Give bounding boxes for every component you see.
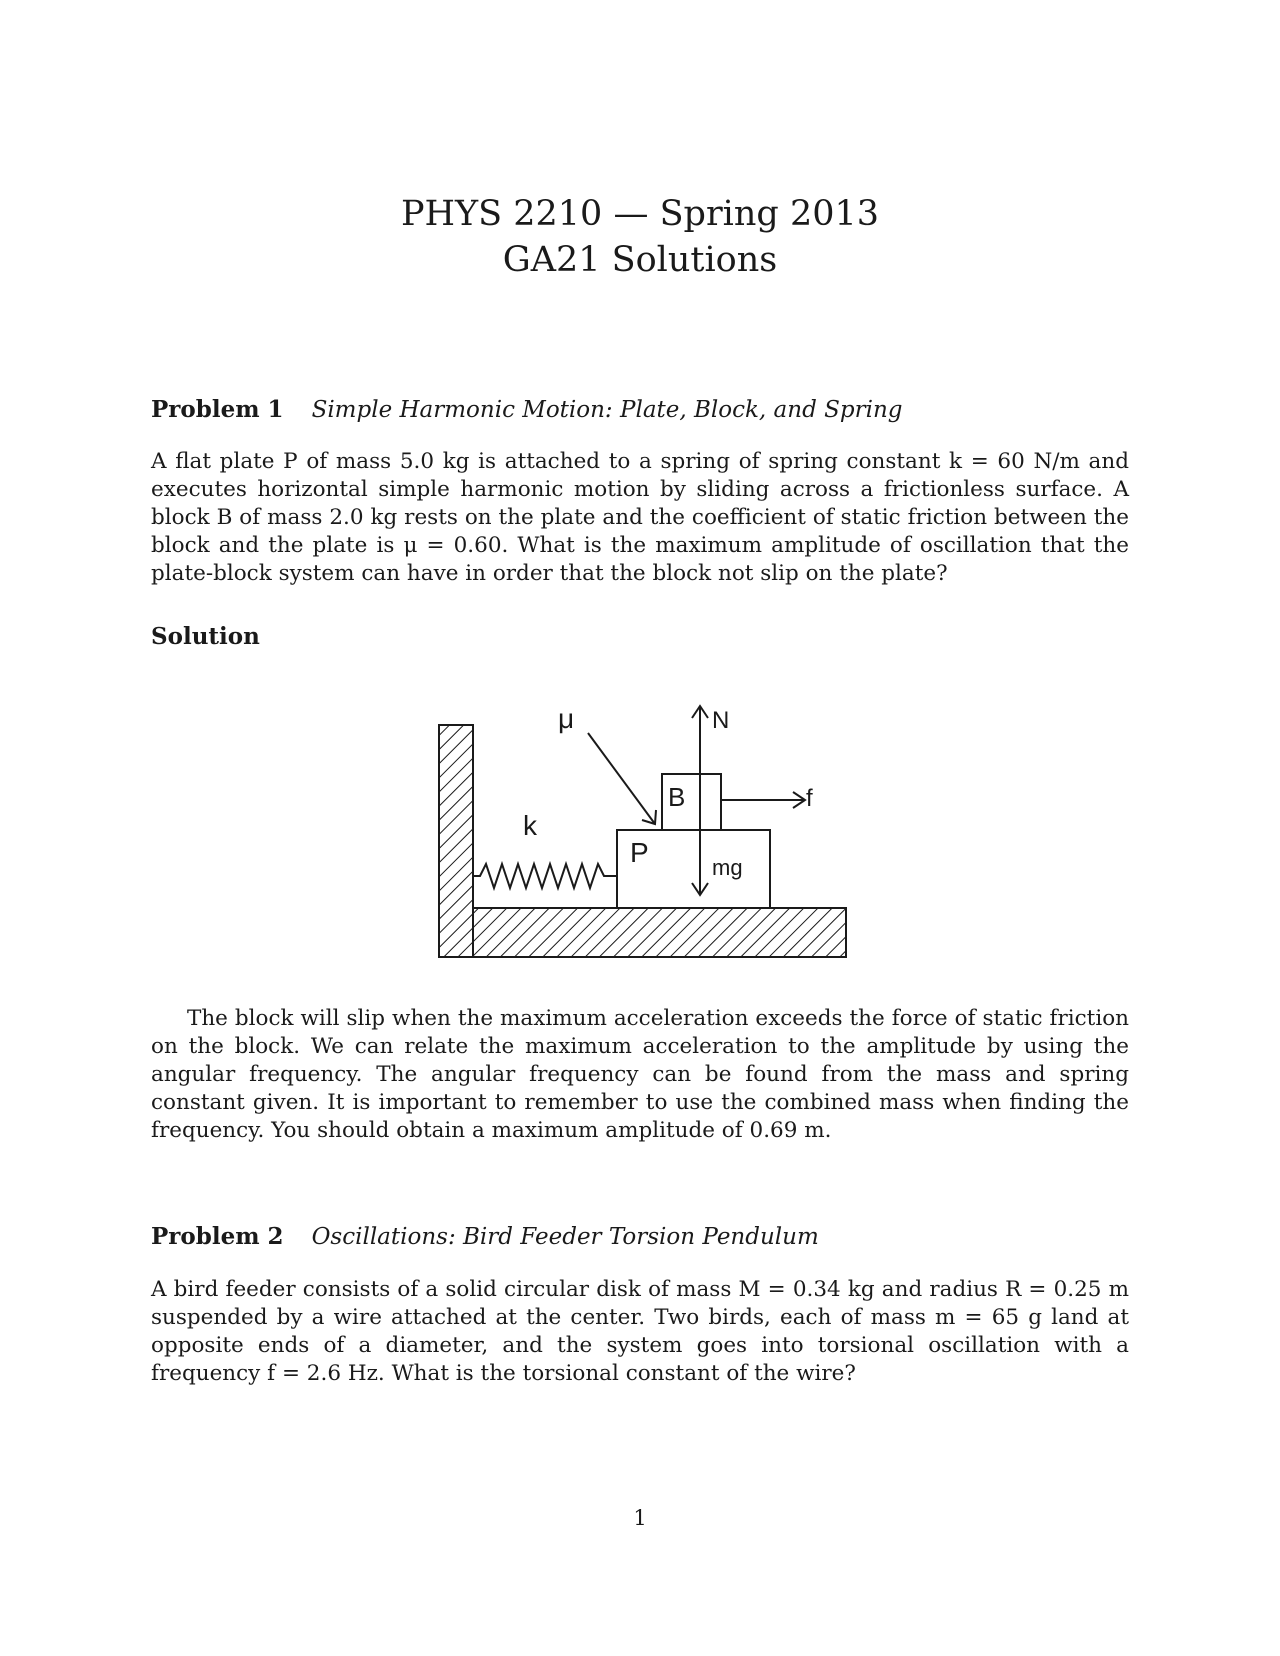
spring xyxy=(473,864,617,888)
normal-label: N xyxy=(712,707,730,734)
spring-label: k xyxy=(523,810,537,841)
mu-pointer xyxy=(588,733,655,824)
problem2-heading xyxy=(151,1222,819,1252)
document-subtitle: GA21 Solutions xyxy=(502,240,778,280)
friction-label: f xyxy=(806,785,813,812)
problem1-label: Problem 1 xyxy=(151,396,284,423)
problem2-label: Problem 2 xyxy=(151,1223,284,1250)
mu-label: μ xyxy=(558,703,575,734)
plate-block-spring-diagram xyxy=(420,680,860,960)
solution-heading: Solution xyxy=(151,623,260,650)
problem1-heading xyxy=(151,395,902,425)
problem1-topic: Simple Harmonic Motion: Plate, Block, and Spring xyxy=(311,397,903,423)
block-label: B xyxy=(668,782,686,812)
plate-label: P xyxy=(630,837,649,868)
course-title: PHYS 2210 — Spring 2013 xyxy=(400,194,880,234)
problem1-solution: The block will slip when the maximum acceleration exceeds the force of static friction on the block. We can relate the maximum acceleration to the amplitude by using the angular frequency. The angular frequency can be found from the mass and spring constant given. It is important to remember to use the combined mass when finding the frequency. You should obtain a maximum amplitude of 0.69 m. xyxy=(151,1006,1129,1143)
problem1-statement: A flat plate P of mass 5.0 kg is attached to a spring of spring constant k = 60 N/m and executes horizontal simple harmonic motion by sliding across a frictionless surface. A block B of mass 2.0 kg rests on the plate and the coefficient of static friction between the block and the plate is μ = 0.60. What is the maximum amplitude of oscillation that the plate-block system can have in order that the block not slip on the plate? xyxy=(151,449,1129,586)
weight-label: mg xyxy=(712,855,743,880)
problem2-topic: Oscillations: Bird Feeder Torsion Pendulum xyxy=(311,1224,819,1250)
wall xyxy=(439,725,473,957)
floor xyxy=(473,908,846,957)
page-number: 1 xyxy=(633,1506,647,1530)
problem2-statement: A bird feeder consists of a solid circular disk of mass M = 0.34 kg and radius R = 0.25 m suspended by a wire attached at the center. Two birds, each of mass m = 65 g land at opposite ends of a diameter, and the system goes into torsional oscillation with a frequency f = 2.6 Hz. What is the torsional constant of the wire? xyxy=(151,1277,1129,1386)
